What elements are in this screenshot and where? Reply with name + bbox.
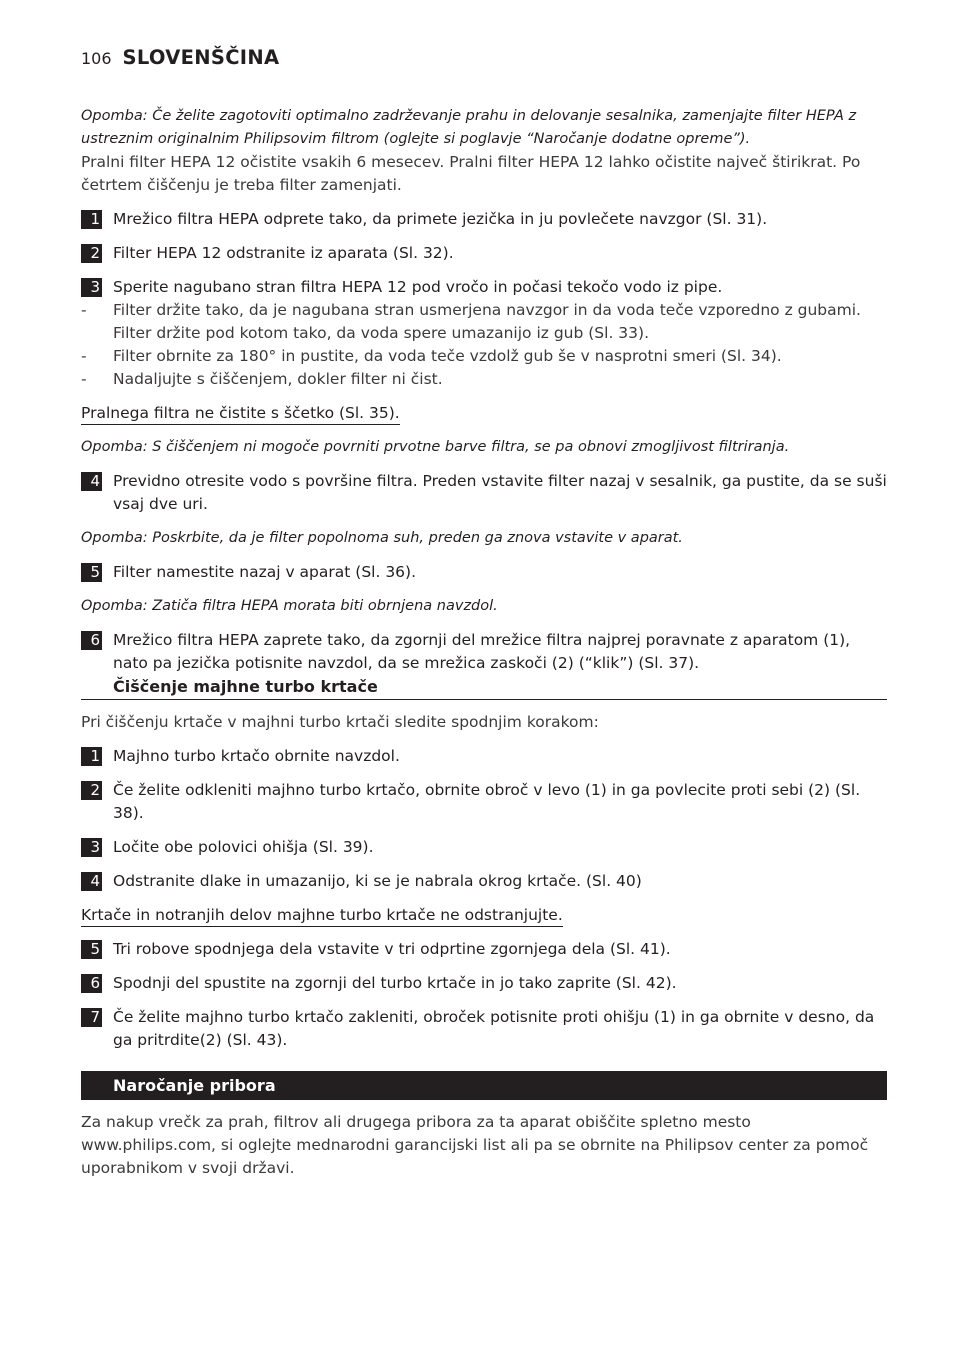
step-text: Previdno otresite vodo s površine filtra. Preden vstavite filter nazaj v sesalnik, ga pustite, da se suši vsaj dve uri. [113,472,887,513]
hepa-step-1 [81,208,887,231]
hepa-step-3 [81,276,887,299]
turbo-step-4 [81,870,887,893]
step-text: Majhno turbo krtačo obrnite navzdol. [113,747,400,765]
language-title: SLOVENŠČINA [122,46,280,69]
page-content [81,105,887,1180]
page-header [81,46,279,76]
step-text: Sperite nagubano stran filtra HEPA 12 pod vročo in počasi tekočo vodo iz pipe. [113,278,723,296]
bullet-text: Filter obrnite za 180° in pustite, da voda teče vzdolž gub še v nasprotni smeri (Sl. 34). [113,347,782,365]
turbo-step-5 [81,938,887,961]
bullet-dash: - [81,301,87,319]
turbo-step-2 [81,779,887,825]
step-number: 5 [81,940,102,959]
step-text: Spodnji del spustite na zgornji del turbo krtače in jo tako zaprite (Sl. 42). [113,974,677,992]
hepa-bullet-1 [81,299,887,345]
step-text: Mrežico filtra HEPA zaprete tako, da zgornji del mrežice filtra najprej poravnate z aparatom (1), nato pa jezička potisnite navzdol, da se mrežica zaskoči (2) (“klik”) (Sl. 37). [113,631,851,672]
step-text: Mrežico filtra HEPA odprete tako, da primete jezička in ju povlečete navzgor (Sl. 31). [113,210,768,228]
intro-note: Opomba: Če želite zagotoviti optimalno zadrževanje prahu in delovanje sesalnika, zamenjajte filter HEPA z ustreznim originalnim Philipsovim filtrom (oglejte si poglavje “Naročanje dodatne opreme”). [81,108,857,147]
step-number: 3 [81,838,102,857]
warning-turbo-text: Krtače in notranjih delov majhne turbo krtače ne odstranjujte. [81,904,563,927]
step-text: Če želite odkleniti majhno turbo krtačo, obrnite obroč v levo (1) in ga povlecite proti sebi (2) (Sl. 38). [113,781,861,822]
note-color: Opomba: S čiščenjem ni mogoče povrniti prvotne barve filtra, se pa obnovi zmogljivost filtriranja. [81,439,790,455]
turbo-step-3 [81,836,887,859]
step-text: Če želite majhno turbo krtačo zakleniti, obroček potisnite proti ohišju (1) in ga obrnite v desno, da ga pritrdite(2) (Sl. 43). [113,1008,875,1049]
bullet-text: Nadaljujte s čiščenjem, dokler filter ni čist. [113,370,443,388]
note-tabs: Opomba: Zatiča filtra HEPA morata biti obrnjena navzdol. [81,598,498,614]
warning-brush-text: Pralnega filtra ne čistite s ščetko (Sl. 35). [81,402,400,425]
step-number: 5 [81,563,102,582]
hepa-bullet-3 [81,368,887,391]
step-number: 2 [81,781,102,800]
turbo-brush-heading: Čiščenje majhne turbo krtače [81,675,887,700]
step-number: 7 [81,1008,102,1027]
turbo-step-6 [81,972,887,995]
intro-text: Pralni filter HEPA 12 očistite vsakih 6 mesecev. Pralni filter HEPA 12 lahko očistite največ štirikrat. Po četrtem čiščenju je treba filter zamenjati. [81,153,861,194]
step-text: Tri robove spodnjega dela vstavite v tri odprtine zgornjega dela (Sl. 41). [113,940,671,958]
hepa-step-5 [81,561,887,584]
step-number: 2 [81,244,102,263]
note-dry: Opomba: Poskrbite, da je filter popolnoma suh, preden ga znova vstavite v aparat. [81,530,683,546]
ordering-text: Za nakup vrečk za prah, filtrov ali drugega pribora za ta aparat obiščite spletno mesto www.philips.com, si oglejte mednarodni garancijski list ali pa se obrnite na Philipsov center za pomoč uporabnikom v svoji državi. [81,1113,869,1177]
step-number: 3 [81,278,102,297]
step-number: 6 [81,974,102,993]
hepa-bullet-2 [81,345,887,368]
warning-turbo [81,904,887,927]
step-number: 4 [81,872,102,891]
step-text: Odstranite dlake in umazanijo, ki se je nabrala okrog krtače. (Sl. 40) [113,872,642,890]
step-number: 6 [81,631,102,650]
bullet-dash: - [81,370,87,388]
step-text: Filter namestite nazaj v aparat (Sl. 36). [113,563,417,581]
step-number: 1 [81,747,102,766]
step-text: Ločite obe polovici ohišja (Sl. 39). [113,838,374,856]
bullet-text: Filter držite tako, da je nagubana stran usmerjena navzgor in da voda teče vzporedno z gubami. Filter držite pod kotom tako, da voda spere umazanijo iz gub (Sl. 33). [113,301,861,342]
bullet-dash: - [81,347,87,365]
step-text: Filter HEPA 12 odstranite iz aparata (Sl. 32). [113,244,454,262]
turbo-intro: Pri čiščenju krtače v majhni turbo krtači sledite spodnjim korakom: [81,713,599,731]
hepa-step-2 [81,242,887,265]
hepa-step-4 [81,470,887,516]
turbo-step-7 [81,1006,887,1052]
hepa-step-6 [81,629,887,675]
ordering-heading: Naročanje pribora [81,1071,887,1100]
page-number: 106 [81,49,112,68]
turbo-step-1 [81,745,887,768]
warning-brush [81,402,887,425]
step-number: 4 [81,472,102,491]
step-number: 1 [81,210,102,229]
